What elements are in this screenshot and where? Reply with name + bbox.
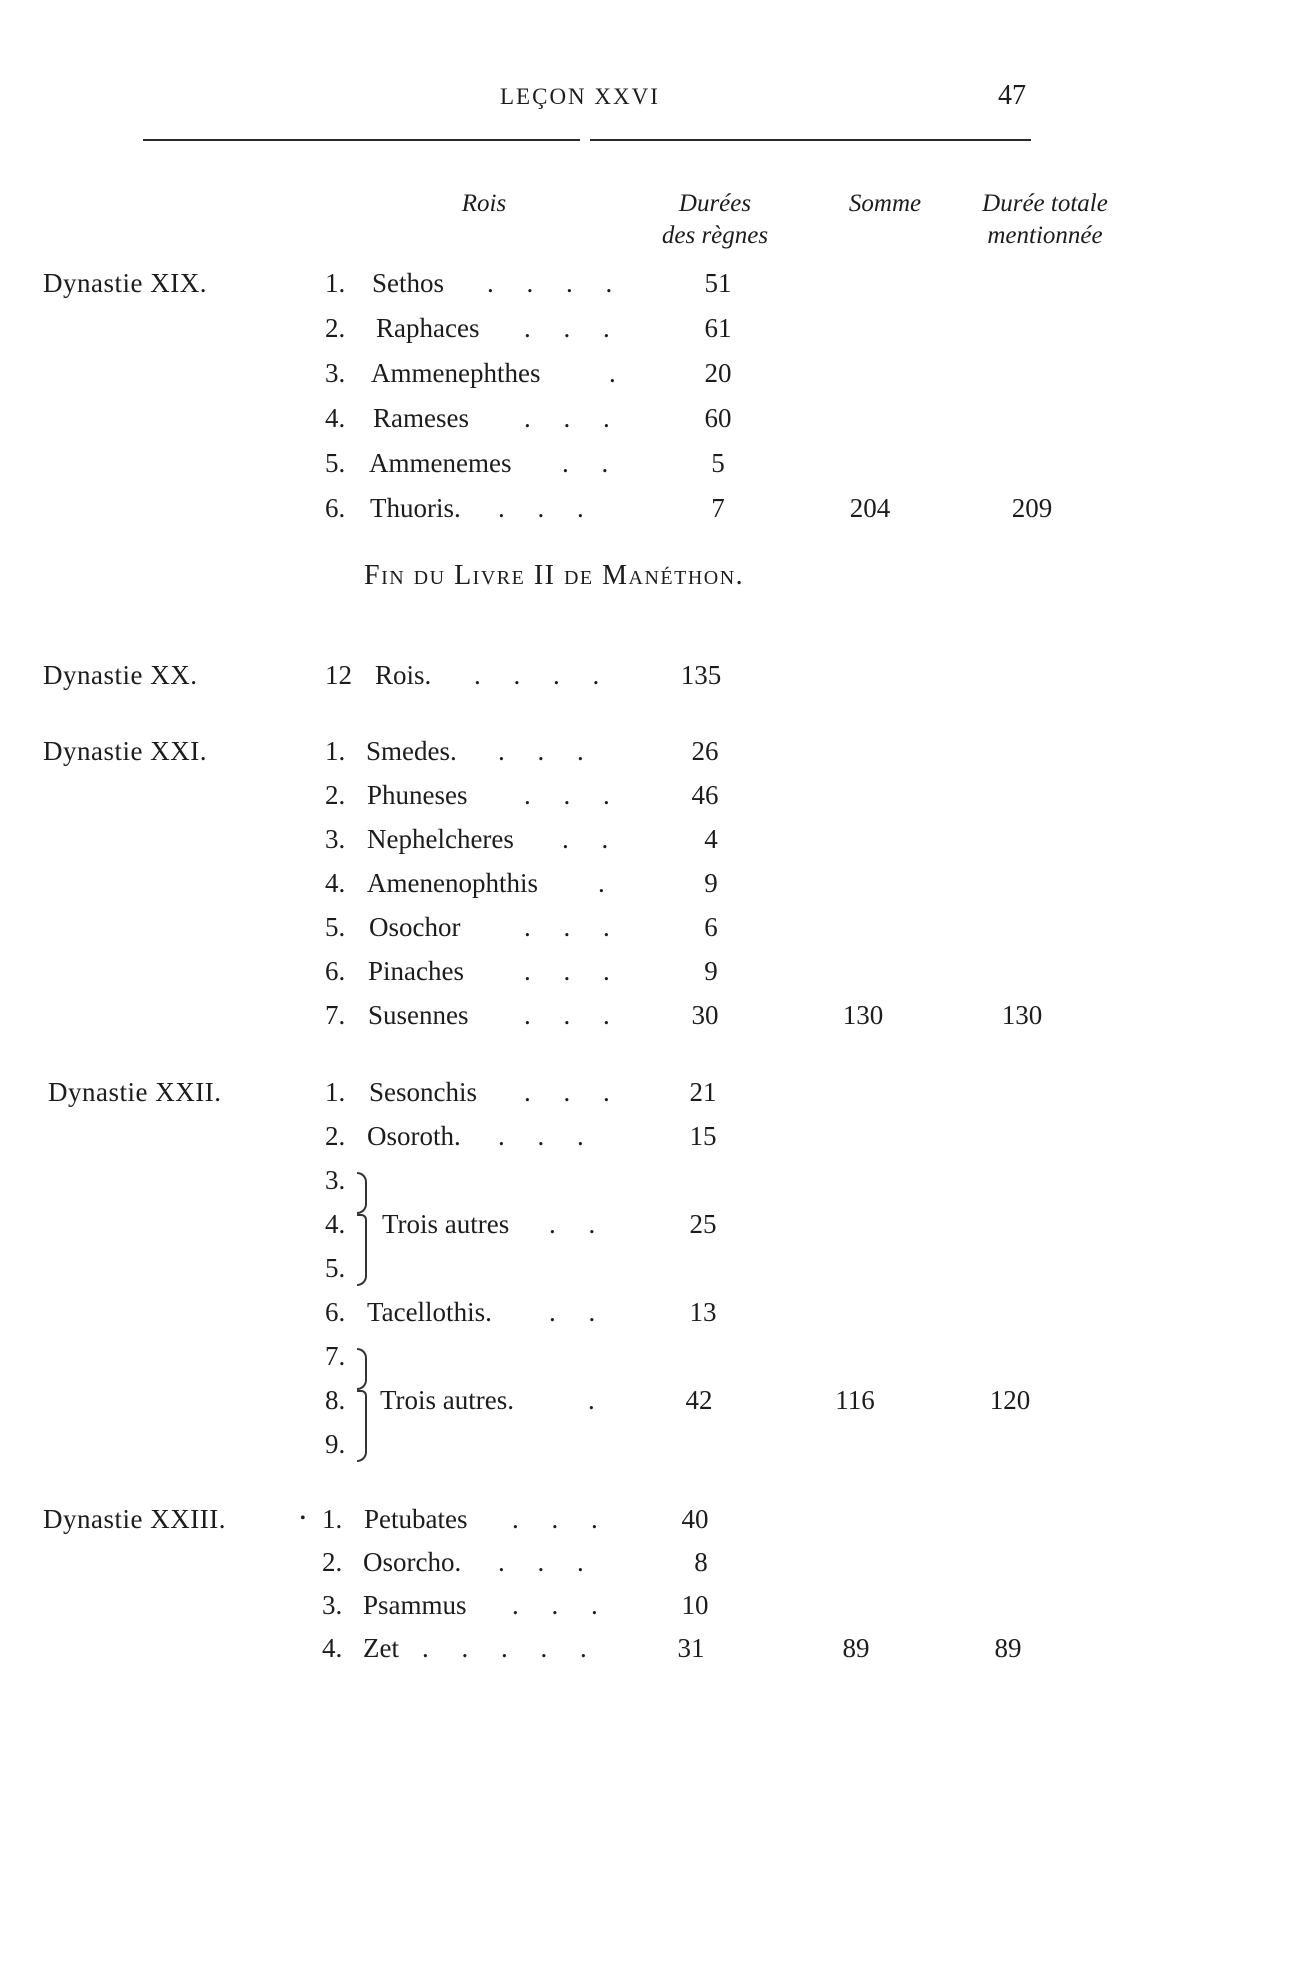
king-name: Susennes bbox=[368, 1000, 469, 1030]
reign-duration: 6 bbox=[704, 912, 718, 942]
total-value: 89 bbox=[994, 1633, 1022, 1663]
king-name: Amenenophthis bbox=[367, 868, 538, 898]
dynasty-label: Dynastie XXII. bbox=[48, 1077, 222, 1107]
dynasty-label: Dynastie XXI. bbox=[43, 736, 207, 766]
reign-duration: 15 bbox=[689, 1121, 717, 1151]
row-number: 6. bbox=[325, 493, 346, 523]
column-head-somme: Somme bbox=[848, 190, 922, 217]
row-number: 4. bbox=[322, 1633, 343, 1663]
end-of-book-note: Fin du Livre II de Manéthon. bbox=[364, 560, 745, 591]
king-name: Zet bbox=[363, 1633, 399, 1663]
leader-dots: . bbox=[609, 358, 629, 388]
reign-duration: 135 bbox=[680, 660, 722, 690]
reign-duration: 5 bbox=[711, 448, 725, 478]
reign-duration: 30 bbox=[691, 1000, 719, 1030]
leader-dots: . . . bbox=[524, 780, 623, 810]
king-name: Thuoris. bbox=[370, 493, 461, 523]
dynasty-label: Dynastie XIX. bbox=[43, 268, 207, 298]
king-name: Tacellothis. bbox=[367, 1297, 492, 1327]
row-number: 4. bbox=[325, 403, 346, 433]
king-name: Phuneses bbox=[367, 780, 468, 810]
king-name: Rameses bbox=[373, 403, 469, 433]
king-name: Nephelcheres bbox=[367, 824, 514, 854]
leader-dots: . . . . bbox=[474, 660, 613, 690]
dynasty-label: Dynastie XX. bbox=[43, 660, 198, 690]
leader-dots: . . bbox=[549, 1209, 609, 1239]
row-number: 2. bbox=[325, 1121, 346, 1151]
row-number: 7. bbox=[325, 1341, 346, 1371]
column-head-rois: Rois bbox=[461, 190, 507, 217]
row-number: 5. bbox=[325, 912, 346, 942]
row-number: 1. bbox=[325, 736, 346, 766]
row-number: 4. bbox=[325, 1209, 346, 1239]
leader-dots: . . . . bbox=[487, 268, 626, 298]
reign-duration: 61 bbox=[704, 313, 732, 343]
leader-dots: . . . bbox=[498, 1121, 597, 1151]
bullet-mark: • bbox=[300, 1510, 306, 1527]
reign-duration: 25 bbox=[689, 1209, 717, 1239]
brace-upper bbox=[357, 1348, 367, 1390]
reign-duration: 8 bbox=[694, 1547, 708, 1577]
reign-duration: 31 bbox=[677, 1633, 705, 1663]
row-number: 5. bbox=[325, 1253, 346, 1283]
leader-dots: . . . . . bbox=[422, 1633, 600, 1663]
reign-duration: 46 bbox=[691, 780, 719, 810]
header-rule-left bbox=[143, 139, 580, 141]
dynasty-label: Dynastie XXIII. bbox=[43, 1504, 226, 1534]
leader-dots: . bbox=[588, 1385, 608, 1415]
leader-dots: . . bbox=[562, 448, 622, 478]
leader-dots: . bbox=[598, 868, 618, 898]
sum-value: 130 bbox=[842, 1000, 884, 1030]
sum-value: 89 bbox=[842, 1633, 870, 1663]
leader-dots: . . . bbox=[524, 313, 623, 343]
reign-duration: 51 bbox=[704, 268, 732, 298]
leader-dots: . . . bbox=[512, 1504, 611, 1534]
total-value: 209 bbox=[1011, 493, 1053, 523]
king-name: Trois autres. bbox=[380, 1385, 515, 1415]
total-value: 120 bbox=[989, 1385, 1031, 1415]
row-number: 1. bbox=[325, 268, 346, 298]
brace-lower bbox=[357, 1214, 367, 1286]
leader-dots: . . . bbox=[524, 956, 623, 986]
leader-dots: . . . bbox=[524, 403, 623, 433]
king-name: Petubates bbox=[364, 1504, 468, 1534]
king-name: Psammus bbox=[363, 1590, 467, 1620]
reign-duration: 10 bbox=[681, 1590, 709, 1620]
king-name: Trois autres bbox=[382, 1209, 510, 1239]
brace-lower bbox=[357, 1390, 367, 1462]
sum-value: 116 bbox=[835, 1385, 875, 1415]
leader-dots: . . . bbox=[512, 1590, 611, 1620]
king-name: Osochor bbox=[369, 912, 461, 942]
column-head-duree-totale-line1: Durée totale bbox=[982, 190, 1108, 217]
reign-duration: 4 bbox=[704, 824, 718, 854]
row-number: 3. bbox=[325, 358, 346, 388]
sum-value: 204 bbox=[849, 493, 891, 523]
total-value: 130 bbox=[1001, 1000, 1043, 1030]
reign-duration: 20 bbox=[704, 358, 732, 388]
reign-duration: 26 bbox=[691, 736, 719, 766]
header-rule-right bbox=[590, 139, 1031, 141]
row-number: 6. bbox=[325, 956, 346, 986]
leader-dots: . . bbox=[549, 1297, 609, 1327]
reign-duration: 13 bbox=[689, 1297, 717, 1327]
row-number: 6. bbox=[325, 1297, 346, 1327]
column-head-durees bbox=[640, 188, 790, 252]
leader-dots: . . . bbox=[498, 1547, 597, 1577]
row-number: 2. bbox=[325, 313, 346, 343]
row-number: 3. bbox=[325, 824, 346, 854]
leader-dots: . . . bbox=[524, 912, 623, 942]
row-number: 1. bbox=[325, 1077, 346, 1107]
leader-dots: . . . bbox=[498, 493, 597, 523]
row-number: 1. bbox=[322, 1504, 343, 1534]
column-head-durees-line1: Durées bbox=[678, 190, 752, 217]
page-number: 47 bbox=[998, 80, 1026, 111]
running-head: LEÇON XXVI bbox=[500, 84, 660, 109]
row-number: 12 bbox=[325, 660, 352, 690]
row-number: 9. bbox=[325, 1429, 346, 1459]
king-name: Rois. bbox=[375, 660, 432, 690]
row-number: 7. bbox=[325, 1000, 346, 1030]
leader-dots: . . bbox=[562, 824, 622, 854]
king-name: Osoroth. bbox=[367, 1121, 461, 1151]
row-number: 2. bbox=[322, 1547, 343, 1577]
leader-dots: . . . bbox=[498, 736, 597, 766]
king-name: Sethos bbox=[372, 268, 445, 298]
reign-duration: 9 bbox=[704, 956, 718, 986]
king-name: Pinaches bbox=[368, 956, 464, 986]
row-number: 3. bbox=[322, 1590, 343, 1620]
king-name: Smedes. bbox=[366, 736, 457, 766]
leader-dots: . . . bbox=[524, 1077, 623, 1107]
reign-duration: 9 bbox=[704, 868, 718, 898]
column-head-durees-line2: des règnes bbox=[661, 222, 769, 249]
column-head-duree-totale bbox=[960, 188, 1130, 252]
leader-dots: . . . bbox=[524, 1000, 623, 1030]
reign-duration: 21 bbox=[689, 1077, 717, 1107]
row-number: 4. bbox=[325, 868, 346, 898]
column-head-duree-totale-line2: mentionnée bbox=[987, 222, 1103, 249]
king-name: Osorcho. bbox=[363, 1547, 462, 1577]
row-number: 2. bbox=[325, 780, 346, 810]
king-name: Raphaces bbox=[376, 313, 480, 343]
king-name: Ammenemes bbox=[369, 448, 512, 478]
reign-duration: 42 bbox=[685, 1385, 713, 1415]
row-number: 5. bbox=[325, 448, 346, 478]
king-name: Ammenephthes bbox=[371, 358, 541, 388]
row-number: 8. bbox=[325, 1385, 346, 1415]
reign-duration: 60 bbox=[704, 403, 732, 433]
reign-duration: 40 bbox=[681, 1504, 709, 1534]
reign-duration: 7 bbox=[711, 493, 725, 523]
king-name: Sesonchis bbox=[369, 1077, 477, 1107]
brace-upper bbox=[357, 1172, 367, 1214]
row-number: 3. bbox=[325, 1165, 346, 1195]
